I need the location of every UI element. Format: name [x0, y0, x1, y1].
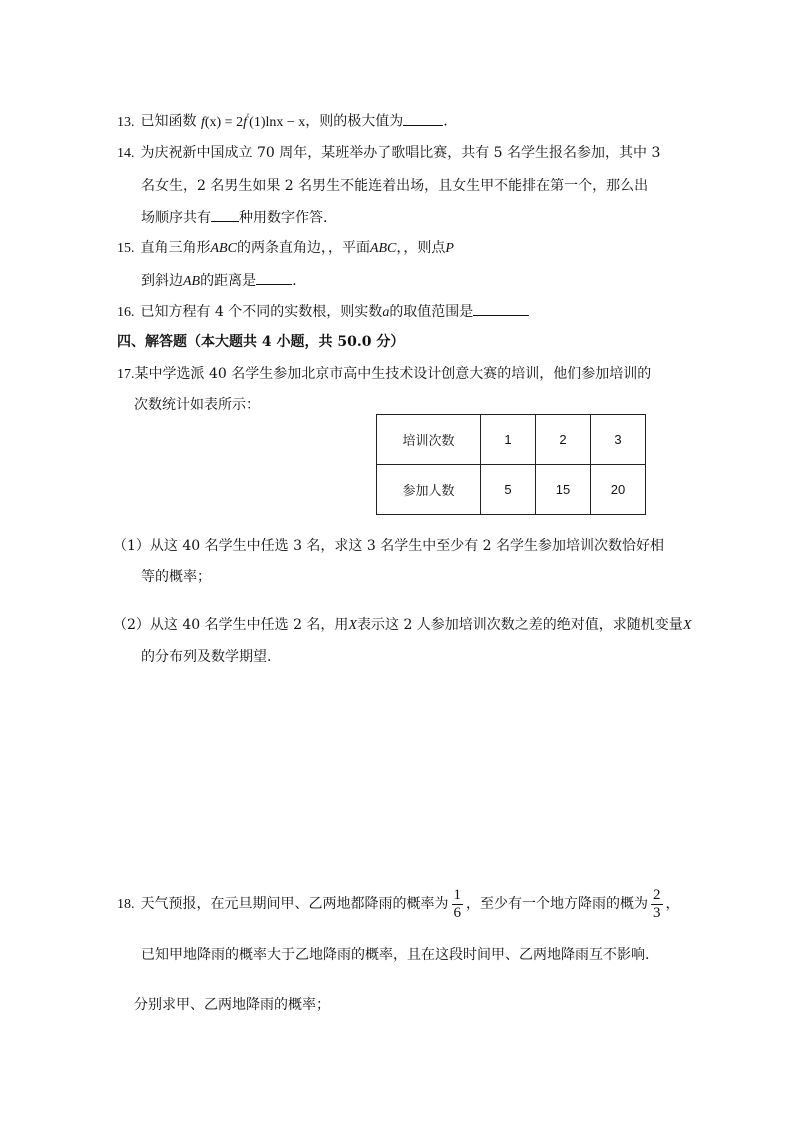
table-cell: 20 [591, 465, 646, 515]
table-row [377, 415, 646, 465]
question-18-line2: 已知甲地降雨的概率大于乙地降雨的概率，且在这段时间甲、乙两地降雨互不影响. [141, 947, 650, 963]
answer-blank[interactable] [403, 111, 443, 126]
function-formula: f(x) = 2f′(1)lnx − x [200, 112, 306, 130]
question-14 [117, 143, 660, 164]
fraction-two-thirds: $\frac{2}{3}$ [653, 886, 661, 921]
table-cell: 2 [536, 415, 591, 465]
question-17-part1-line2: 等的概率； [141, 569, 211, 585]
question-17-part1: （1）从这 40 名学生中任选 3 名，求这 3 名学生中至少有 2 名学生参加培训次数恰好相 [113, 538, 665, 554]
question-text: 已知函数 [140, 113, 197, 130]
question-17-line2: 次数统计如表所示： [134, 397, 260, 413]
question-15: 15. 直角三角形ABC的两条直角边，，平面ABC，，则点P [117, 240, 454, 256]
question-number: 18. [117, 897, 135, 912]
question-17: 17.某中学选派 40 名学生参加北京市高中生技术设计创意大赛的培训，他们参加培训的 [117, 366, 652, 382]
table-cell: 5 [481, 465, 536, 515]
question-text: ，则的极大值为 [305, 113, 404, 130]
question-17-part2-line2: 的分布列及数学期望. [141, 649, 272, 665]
table-cell: 15 [536, 465, 591, 515]
question-16: 16. 已知方程有 4 个不同的实数根，则实数a的取值范围是 [117, 301, 529, 323]
table-cell: 3 [591, 415, 646, 465]
table-cell: 1 [481, 415, 536, 465]
question-14-line2: 名女生，2 名男生如果 2 名男生不能连着出场，且女生甲不能排在第一个，那么出 [141, 178, 649, 194]
question-13: 13. 已知函数 f(x) = 2f′(1)lnx − x，则的极大值为 . [117, 112, 448, 130]
question-number: 16. [117, 305, 135, 320]
table-header-cell: 参加人数 [377, 465, 481, 515]
answer-blank[interactable] [256, 270, 292, 285]
question-15-line2: 到斜边AB的距离是 . [141, 270, 297, 292]
training-table [376, 414, 646, 515]
question-17-part2: （2）从这 40 名学生中任选 2 名，用X表示这 2 人参加培训次数之差的绝对值，求随机变量X [113, 617, 692, 633]
section-heading: 四、解答题（本大题共 4 小题，共 50.0 分） [117, 334, 405, 350]
question-number: 15. [117, 241, 135, 256]
question-text: 为庆祝新中国成立 70 周年，某班举办了歌唱比赛，共有 5 名学生报名参加，其中 3 [140, 145, 661, 161]
table-row [377, 465, 646, 515]
question-14-line3: 场顺序共有 种用数字作答. [141, 207, 327, 228]
answer-blank[interactable] [211, 207, 239, 222]
question-number: 17. [117, 367, 135, 382]
answer-blank[interactable] [473, 301, 529, 316]
question-18-line3: 分别求甲、乙两地降雨的概率； [134, 997, 330, 1013]
question-number: 13. [117, 114, 135, 130]
question-18: 18. 天气预报，在元旦期间甲、乙两地都降雨的概率为 $\frac{1}{6}$ ，至少有一个地方降雨的概为 $\frac{2}{3}$ ， [117, 886, 680, 921]
table-header-cell: 培训次数 [377, 415, 481, 465]
fraction-one-sixth: $\frac{1}{6}$ [453, 886, 461, 921]
question-number: 14. [117, 146, 135, 161]
